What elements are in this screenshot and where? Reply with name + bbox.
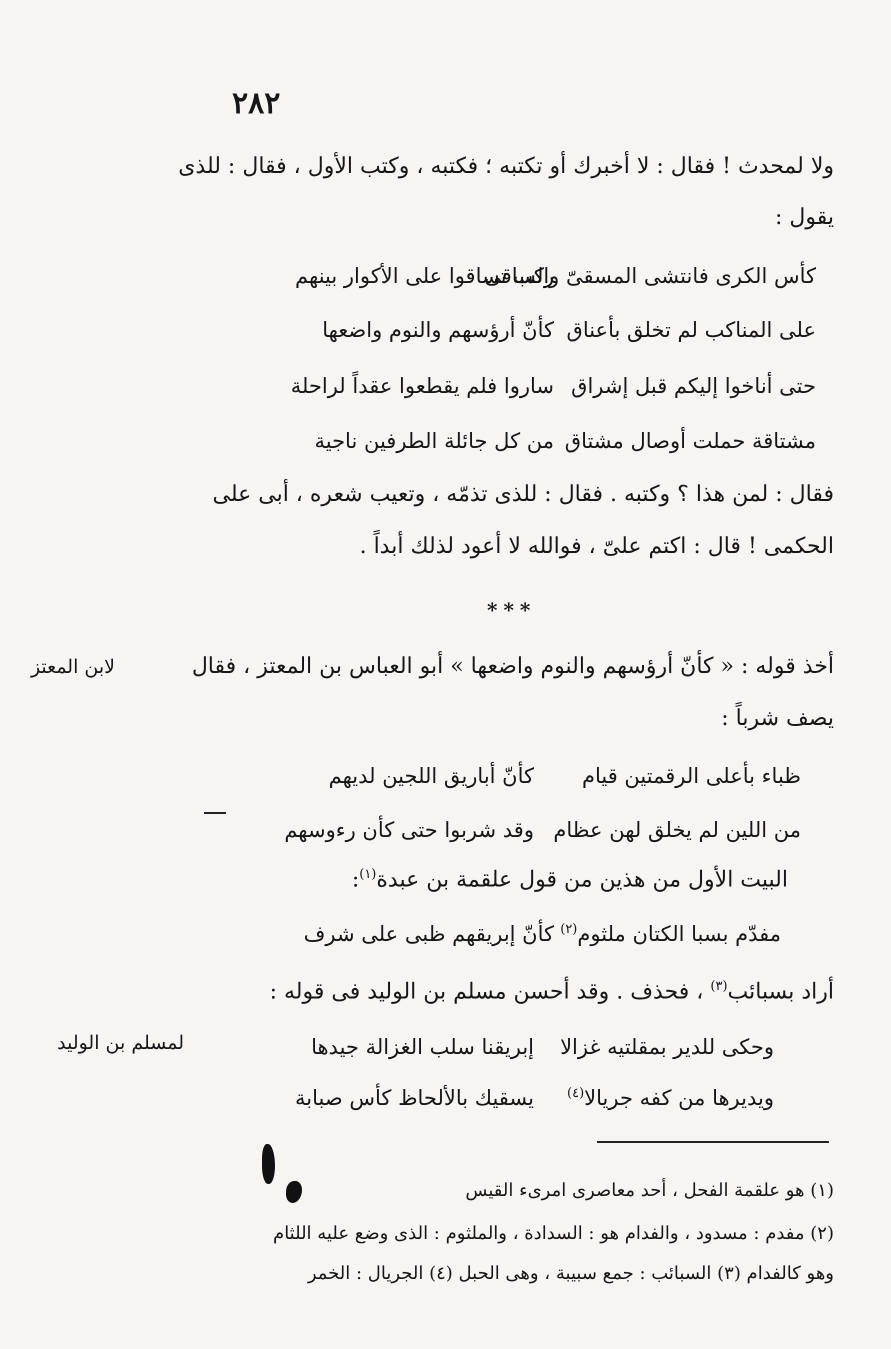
poem4-verse-2-first: يسقيك بالألحاظ كأس صبابة: [295, 1086, 534, 1110]
poem3-verse-1-second: [560, 922, 781, 946]
poem4-verse-1-second: وحكى للدير بمقلتيه غزالا: [560, 1035, 774, 1059]
poem2-verse-2-second: من اللين لم يخلق لهن عظام: [553, 818, 801, 842]
poem2-verse-2-first: وقد شربوا حتى كأن رءوسهم: [284, 818, 534, 842]
note-line-text: البيت الأول من هذين من قول علقمة بن عبدة: [376, 867, 788, 893]
section2-line-1: أخذ قوله : « كأنّ أرؤسهم والنوم واضعها » أبو العباس بن المعتز ، فقال: [191, 654, 834, 679]
ink-blot: [262, 1144, 275, 1184]
poem4-verse-2-second-text: ويديرها من كفه جريالا: [584, 1086, 774, 1110]
footnote-rule: [597, 1141, 829, 1143]
section-separator: ***: [487, 598, 537, 622]
poem4-verse-1-first: إبريقنا سلب الغزالة جيدها: [311, 1035, 534, 1059]
poem4-verse-2-second: [567, 1086, 774, 1110]
margin-dash: [204, 812, 226, 814]
poem1-verse-3-first: ساروا فلم يقطعوا عقداً لراحلة: [290, 374, 554, 398]
after-poem1-line-2: الحكمى ! قال : اكتم علىّ ، فوالله لا أعود لذلك أبداً .: [359, 534, 834, 559]
footnote-1: (١) هو علقمة الفحل ، أحد معاصرى امرىء القيس: [465, 1180, 834, 1201]
margin-label-ibn-al-mutazz: لابن المعتز: [30, 656, 115, 678]
section3-text-a: أراد بسبائب: [727, 979, 834, 1005]
poem1-verse-1-first: ركب تساقوا على الأكوار بينهم: [295, 264, 554, 288]
poem1-verse-3-second: حتى أناخوا إليكم قبل إشراق: [571, 374, 816, 398]
poem2-verse-1-second: ظباء بأعلى الرقمتين قيام: [581, 764, 801, 788]
footnote-3: وهو كالفدام (٣) السبائب : جمع سبيبة ، وهى الحبل (٤) الجريال : الخمر: [307, 1263, 834, 1284]
poem3-verse-1-first: كأنّ إبريقهم ظبى على شرف: [303, 922, 554, 946]
poem1-verse-2-second: على المناكب لم تخلق بأعناق: [566, 318, 816, 342]
poem1-verse-2-first: كأنّ أرؤسهم والنوم واضعها: [322, 318, 554, 342]
after-poem1-line-1: فقال : لمن هذا ؟ وكتبه . فقال : للذى تذمّه ، وتعيب شعره ، أبى على: [212, 482, 834, 507]
footnote-2: (٢) مفدم : مسدود ، والفدام هو : السدادة ، والملثوم : الذى وضع عليه اللثام: [273, 1223, 834, 1244]
footnote-marker-4: (٤): [567, 1086, 585, 1101]
section3-line: [270, 980, 834, 1003]
poem2-verse-1-first: كأنّ أباريق اللجين لديهم: [328, 764, 534, 788]
poem3-verse-1-second-text: مفدّم بسبا الكتان ملثوم: [577, 922, 781, 946]
intro-line-1: ولا لمحدث ! فقال : لا أخبرك أو تكتبه ؛ فكتبه ، وكتب الأول ، فقال : للذى: [178, 154, 834, 179]
note-line: [352, 868, 788, 891]
note-line-colon: :: [351, 867, 360, 893]
footnote-marker-3: (٣): [710, 979, 728, 994]
section2-line-2: يصف شرباً :: [721, 706, 834, 731]
footnote-marker-1: (١): [359, 867, 377, 882]
intro-line-2: يقول :: [774, 205, 834, 230]
page-number: ٢٨٢: [232, 86, 281, 121]
section3-text-b: ، فحذف . وقد أحسن مسلم بن الوليد فى قوله :: [269, 979, 704, 1005]
poem1-verse-1-second: كأس الكرى فانتشى المسقىّ والساقى: [484, 264, 816, 288]
margin-label-muslim-ibn-al-walid: لمسلم بن الوليد: [57, 1032, 184, 1054]
ink-blot-tail: [286, 1181, 302, 1203]
footnote-marker-2: (٢): [560, 922, 578, 937]
poem1-verse-4-first: من كل جائلة الطرفين ناجية: [314, 429, 554, 453]
poem1-verse-4-second: مشتاقة حملت أوصال مشتاق: [564, 429, 816, 453]
